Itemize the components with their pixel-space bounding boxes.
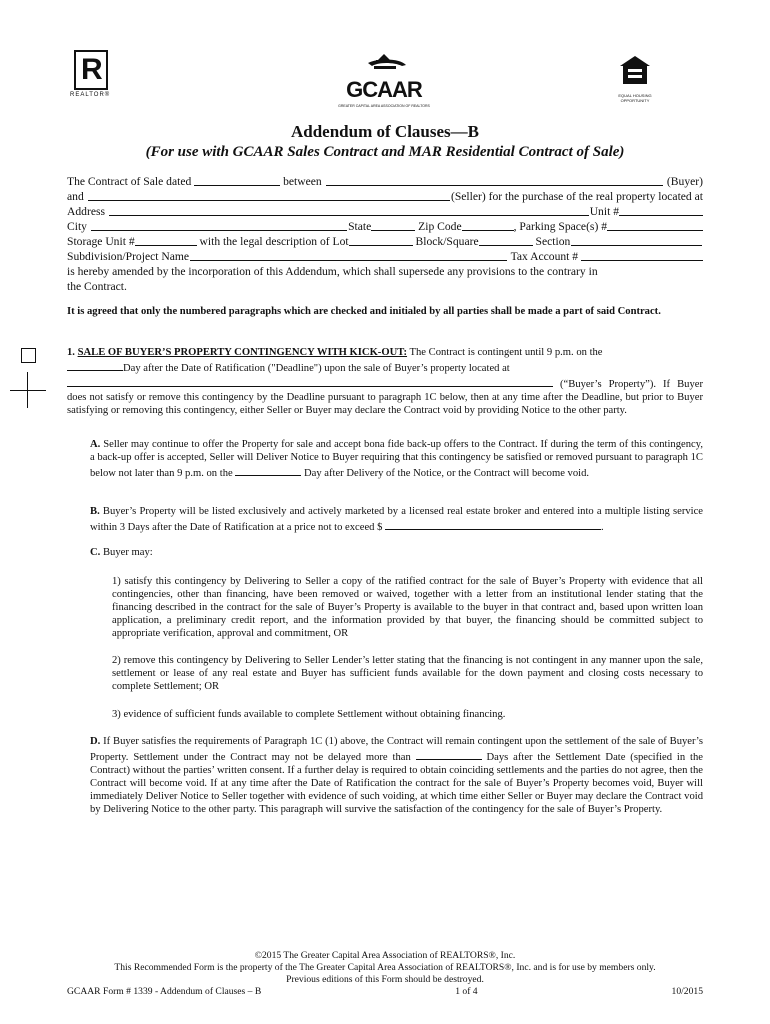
realtor-logo-text: REALTOR®: [70, 92, 111, 98]
paragraph-d: [90, 735, 703, 816]
section-number: 1.: [67, 347, 78, 358]
initials-mark-horizontal: [10, 390, 46, 391]
equal-housing-logo: [613, 55, 657, 103]
intro-label: with the legal description of Lot: [196, 235, 349, 248]
deadline-days-field[interactable]: [67, 359, 123, 371]
form-footer: [67, 986, 703, 997]
contract-intro: [67, 174, 703, 294]
intro-line-4: [67, 219, 703, 234]
intro-label: Tax Account #: [507, 250, 581, 263]
intro-label: (Buyer): [664, 175, 703, 188]
equal-housing-icon: [619, 55, 651, 85]
paragraph-text: Days after the Settlement Date (specified in the Contract) without the parties’ written consent. If a further delay is required to obtain coinciding settlements and the parties do not agree, then the Contract will become void. If at any time after the Date of Ratification the contract for the sale of Buyer’s Property becomes void, Buyer will immediately Deliver Notice to Seller together with evidence of such voiding, at which time either Seller or Buyer may declare the Contract void by Delivering Notice to the other party. This paragraph will survive the satisfaction of the contingency for the sale of Buyer’s Property.: [90, 752, 703, 815]
paragraph-text: .: [601, 522, 604, 533]
agreement-statement: It is agreed that only the numbered paragraphs which are checked and initialed by all parties shall be made a part of said Contract.: [67, 306, 661, 317]
paragraph-label: D.: [90, 736, 101, 747]
lot-field[interactable]: [349, 234, 413, 246]
zip-code-field[interactable]: [462, 219, 514, 231]
paragraph-text: Buyer’s Property will be listed exclusively and actively marketed by a licensed real estate broker and entered into a multiple listing service within 3 Days after the Date of Ratification at a price not to exceed $: [90, 506, 703, 533]
buyer-name-field[interactable]: [326, 174, 663, 186]
tax-account-field[interactable]: [581, 249, 703, 261]
section-1: [67, 346, 703, 417]
equal-housing-text: EQUAL HOUSING OPPORTUNITY: [618, 93, 652, 103]
intro-line-8: [67, 279, 703, 294]
intro-label: Address: [67, 205, 108, 218]
capitol-dome-icon: [354, 52, 414, 72]
section-field[interactable]: [571, 234, 702, 246]
intro-line-3: [67, 204, 703, 219]
intro-label: Section: [532, 235, 571, 248]
section-text: (“Buyer’s Property”). If Buyer does not satisfy or remove this contingency by the Deadline pursuant to paragraph 1C below, then at any time after the Deadline, but prior to Buyer satisfying or removing this contingency, either Seller or Buyer may declare the Contract void by providing Notice to the other party.: [67, 379, 703, 416]
intro-label: Unit #: [589, 205, 619, 218]
intro-label: and: [67, 190, 87, 203]
intro-label: The Contract of Sale dated: [67, 175, 195, 188]
editions-notice: Previous editions of this Form should be destroyed.: [286, 974, 484, 985]
settlement-delay-days-field[interactable]: [416, 748, 482, 760]
copyright-line: ©2015 The Greater Capital Area Association of REALTORS®, Inc.: [254, 950, 516, 961]
city-field[interactable]: [91, 219, 347, 231]
subdivision-field[interactable]: [190, 249, 507, 261]
section-text: The Contract is contingent until 9 p.m. on the: [407, 347, 603, 358]
unit-field[interactable]: [619, 204, 703, 216]
state-field[interactable]: [371, 219, 415, 231]
section-heading: SALE OF BUYER’S PROPERTY CONTINGENCY WITH KICK-OUT:: [77, 347, 408, 358]
intro-label: Zip Code: [415, 220, 462, 233]
intro-line-7: [67, 264, 703, 279]
initials-mark-vertical: [27, 372, 28, 408]
page-subtitle: (For use with GCAAR Sales Contract and MAR Residential Contract of Sale): [145, 144, 625, 160]
paragraph-label: C.: [90, 547, 101, 558]
copyright-footer: [0, 950, 770, 986]
block-square-field[interactable]: [479, 234, 533, 246]
intro-text: the Contract.: [67, 280, 127, 293]
paragraph-text: If Buyer satisfies the requirements of Paragraph 1C (1) above, the Contract will remain contingent upon the settlement of the sale of Buyer’s Property. Settlement under the Contract may not be delayed more than: [90, 736, 703, 763]
paragraph-c: [90, 546, 703, 559]
notice-days-field[interactable]: [235, 464, 301, 476]
intro-label: Storage Unit #: [67, 235, 135, 248]
gcaar-tagline: GREATER CAPITAL AREA ASSOCIATION OF REALTORS: [338, 104, 430, 108]
realtor-logo: [70, 50, 116, 98]
contract-date-field[interactable]: [194, 174, 280, 186]
intro-label: (Seller) for the purchase of the real property located at: [450, 190, 703, 203]
intro-label: , Parking Space(s) #: [513, 220, 607, 233]
paragraph-text: Seller may continue to offer the Property for sale and accept bona fide back-up offers to the Contract. If during the term of this contingency, a back-up offer is accepted, Seller will Deliver Notice to Buyer requiring that this contingency be satisfied or removed pursuant to paragraph 1C below not later than 9 p.m. on the: [90, 439, 703, 479]
intro-text: is hereby amended by the incorporation of this Addendum, which shall supersede any provisions to the contrary in: [67, 265, 598, 278]
parking-space-field[interactable]: [607, 219, 703, 231]
option-1: 1) satisfy this contingency by Delivering to Seller a copy of the ratified contract for the sale of Buyer’s Property with evidence that all contingencies, other than financing, have been removed or waived, together with a letter from an institutional lender stating that the financing described in the contract for the sale of Buyer’s Property is available to the buyer in that contract and, based upon written loan application, a preliminary credit report, and the information provided by that buyer, the financing should be committed subject to appropriate verification, approval and commitment, OR: [112, 576, 703, 639]
intro-label: City: [67, 220, 90, 233]
section-text: Day after the Date of Ratification ("Deadline") upon the sale of Buyer’s property located at: [123, 363, 510, 374]
intro-line-5: [67, 234, 703, 249]
paragraph-label: A.: [90, 439, 101, 450]
gcaar-logo: [336, 52, 432, 108]
property-notice: This Recommended Form is the property of the The Greater Capital Area Association of REALTORS®, Inc. and is for use by members only.: [114, 962, 656, 973]
form-date: 10/2015: [671, 986, 703, 997]
intro-line-2: [67, 189, 703, 204]
max-price-field[interactable]: [385, 518, 601, 530]
paragraph-text: Day after Delivery of the Notice, or the Contract will become void.: [301, 468, 590, 479]
gcaar-wordmark: GCAAR: [346, 77, 422, 102]
section-1-checkbox[interactable]: [21, 348, 36, 363]
intro-label: Subdivision/Project Name: [67, 250, 190, 263]
paragraph-label: B.: [90, 506, 100, 517]
paragraph-text: Buyer may:: [100, 547, 153, 558]
paragraph-b: [90, 505, 703, 534]
option-2: 2) remove this contingency by Delivering to Seller Lender’s letter stating that the financing is not contingent in any manner upon the sale, settlement or lease of any real estate and Buyer has sufficient funds available for the down payment and closing costs necessary to complete Settlement; OR: [112, 655, 703, 692]
page-title: Addendum of Clauses—B: [291, 122, 479, 141]
intro-label: State: [348, 220, 372, 233]
option-3: 3) evidence of sufficient funds available to complete Settlement without obtaining financing.: [112, 709, 506, 720]
storage-unit-field[interactable]: [135, 234, 197, 246]
intro-line-1: [67, 174, 703, 189]
paragraph-a: [90, 438, 703, 480]
intro-label: between: [280, 175, 325, 188]
form-id: GCAAR Form # 1339 - Addendum of Clauses – B: [67, 986, 262, 997]
buyer-property-address-field[interactable]: [67, 375, 553, 387]
seller-name-field[interactable]: [88, 189, 450, 201]
intro-label: Block/Square: [412, 235, 479, 248]
realtor-r-icon: R: [74, 50, 108, 90]
intro-line-6: [67, 249, 703, 264]
page-number: 1 of 4: [455, 986, 478, 997]
address-field[interactable]: [109, 204, 589, 216]
